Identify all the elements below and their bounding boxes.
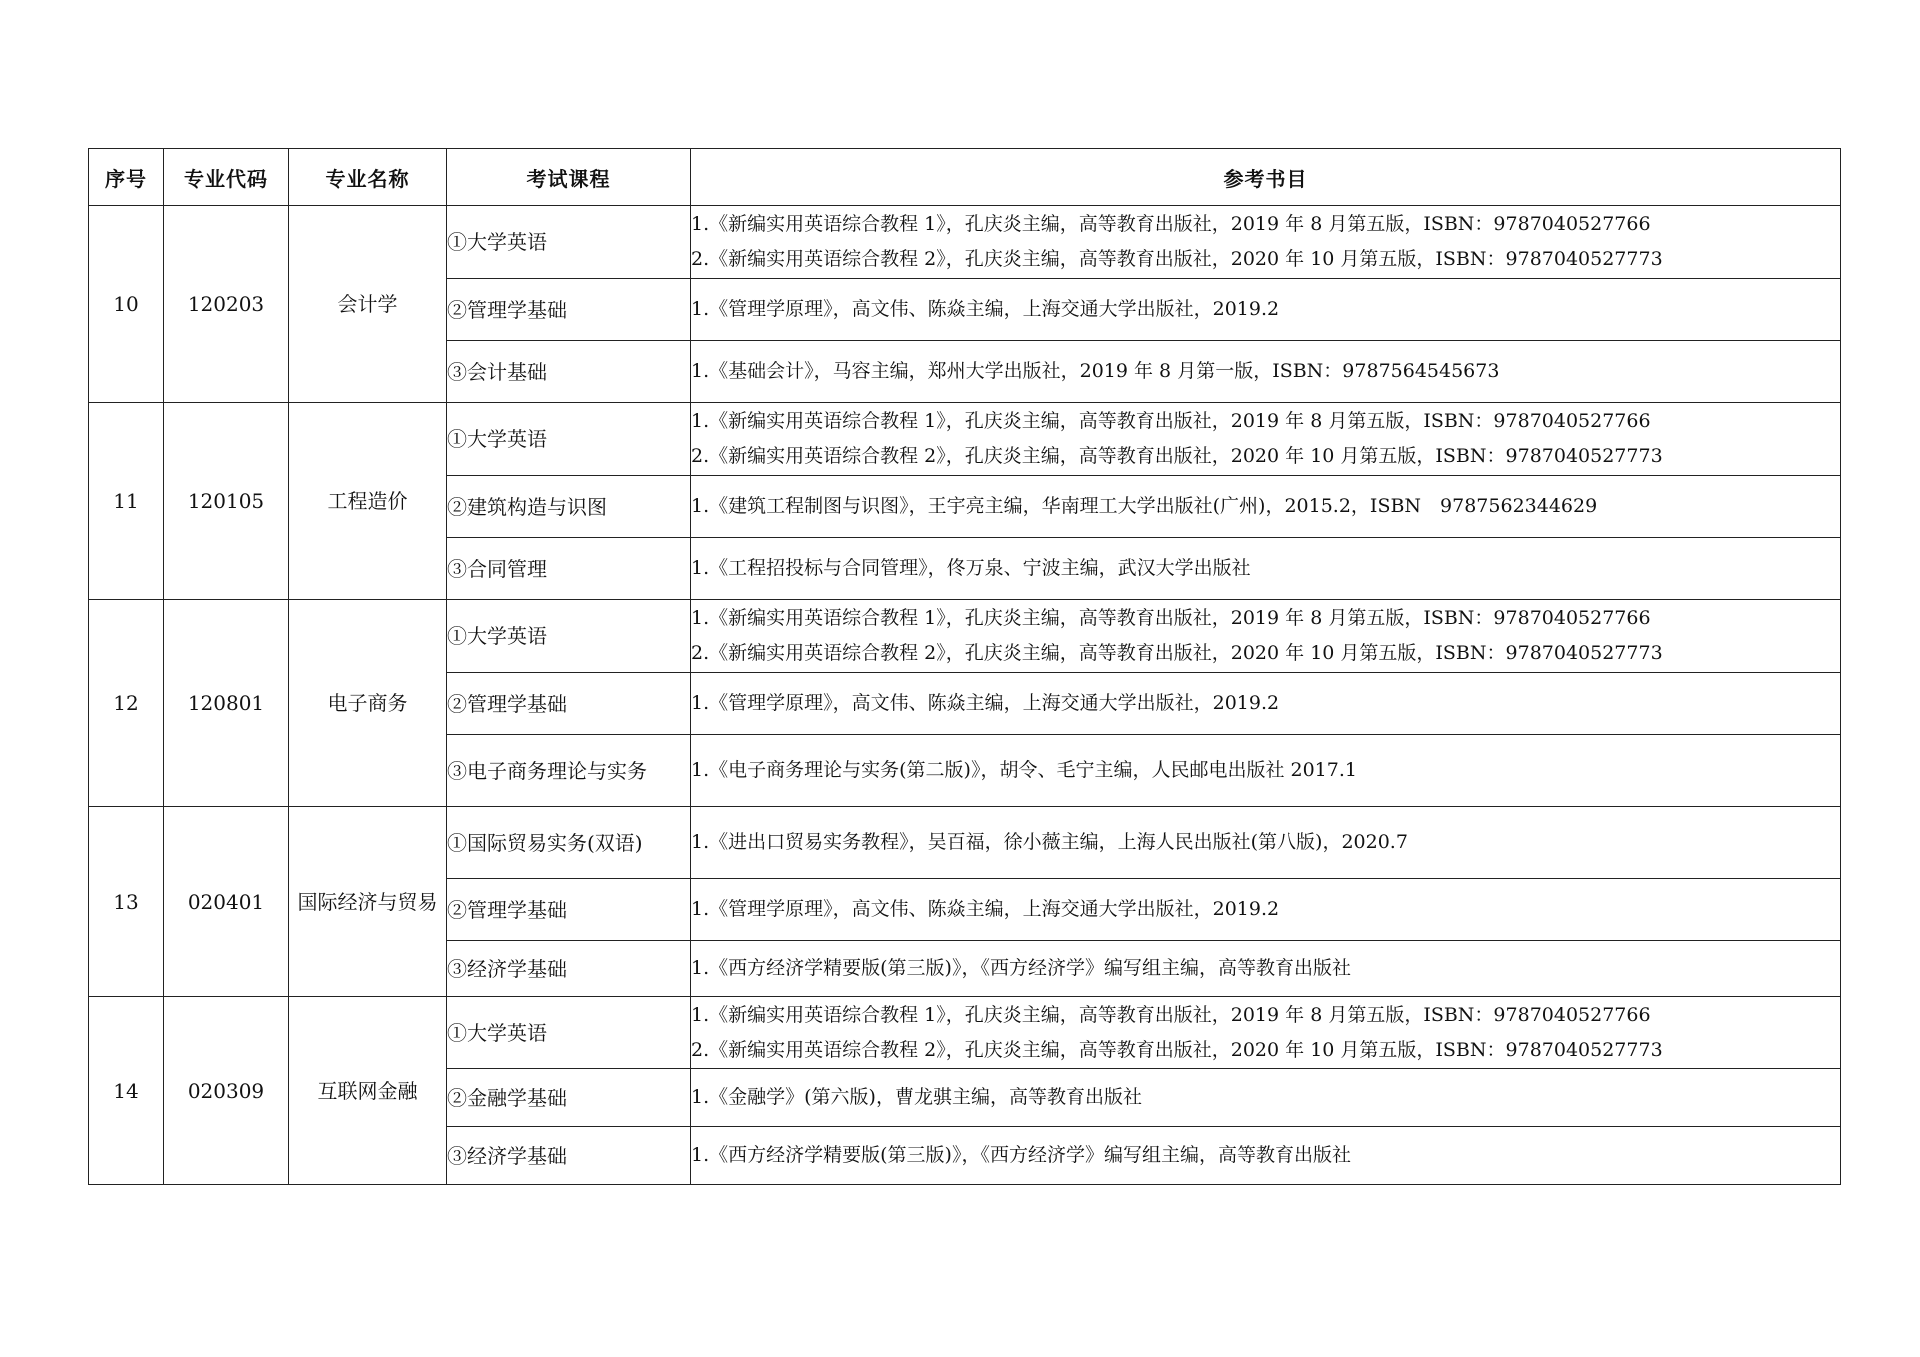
book-entry: 1.《新编实用英语综合教程 1》，孔庆炎主编，高等教育出版社，2019 年 8 月第五版，ISBN：9787040527766 xyxy=(691,607,1651,629)
book-entry: 1.《金融学》(第六版)，曹龙骐主编，高等教育出版社 xyxy=(691,1086,1142,1108)
reference-books-cell xyxy=(691,206,1841,279)
exam-course-cell: ②管理学基础 xyxy=(447,673,691,735)
book-entry: 2.《新编实用英语综合教程 2》，孔庆炎主编，高等教育出版社，2020 年 10 月第五版，ISBN：9787040527773 xyxy=(691,445,1663,467)
book-entry: 1.《管理学原理》，高文伟、陈焱主编，上海交通大学出版社，2019.2 xyxy=(691,898,1280,920)
book-entry: 1.《西方经济学精要版(第三版)》，《西方经济学》编写组主编，高等教育出版社 xyxy=(691,1144,1351,1166)
book-entry: 1.《管理学原理》，高文伟、陈焱主编，上海交通大学出版社，2019.2 xyxy=(691,298,1280,320)
reference-books-cell xyxy=(691,476,1841,538)
header-major-name: 专业名称 xyxy=(289,149,447,206)
book-entry: 1.《电子商务理论与实务(第二版)》，胡令、毛宁主编，人民邮电出版社 2017.1 xyxy=(691,759,1357,781)
table-row xyxy=(89,997,1841,1069)
header-major-code: 专业代码 xyxy=(164,149,289,206)
exam-course-cell: ③经济学基础 xyxy=(447,1127,691,1185)
reference-books-cell xyxy=(691,1069,1841,1127)
reference-books-cell xyxy=(691,538,1841,600)
major-code-cell: 020401 xyxy=(164,807,289,997)
table-row xyxy=(89,206,1841,279)
exam-course-cell: ②管理学基础 xyxy=(447,279,691,341)
exam-course-cell: ③电子商务理论与实务 xyxy=(447,735,691,807)
reference-books-cell xyxy=(691,341,1841,403)
book-entry: 1.《新编实用英语综合教程 1》，孔庆炎主编，高等教育出版社，2019 年 8 月第五版，ISBN：9787040527766 xyxy=(691,410,1651,432)
major-name-cell: 工程造价 xyxy=(289,403,447,600)
major-name-cell: 互联网金融 xyxy=(289,997,447,1185)
reference-books-cell xyxy=(691,735,1841,807)
book-entry: 2.《新编实用英语综合教程 2》，孔庆炎主编，高等教育出版社，2020 年 10 月第五版，ISBN：9787040527773 xyxy=(691,1038,1663,1061)
reference-books-cell xyxy=(691,600,1841,673)
seq-cell: 12 xyxy=(89,600,164,807)
reference-books-cell xyxy=(691,403,1841,476)
reference-books-cell xyxy=(691,941,1841,997)
header-exam-course: 考试课程 xyxy=(447,149,691,206)
book-entry: 1.《进出口贸易实务教程》，吴百福，徐小薇主编，上海人民出版社(第八版)，2020.7 xyxy=(691,831,1408,853)
book-entry: 1.《西方经济学精要版(第三版)》，《西方经济学》编写组主编，高等教育出版社 xyxy=(691,957,1351,979)
book-entry: 1.《建筑工程制图与识图》，王宇亮主编，华南理工大学出版社(广州)，2015.2，ISBN 9787562344629 xyxy=(691,495,1598,517)
reference-books-cell xyxy=(691,807,1841,879)
exam-course-cell: ①国际贸易实务(双语) xyxy=(447,807,691,879)
table-row xyxy=(89,600,1841,673)
book-entry: 1.《管理学原理》，高文伟、陈焱主编，上海交通大学出版社，2019.2 xyxy=(691,692,1280,714)
exam-course-cell: ①大学英语 xyxy=(447,206,691,279)
exam-course-cell: ②金融学基础 xyxy=(447,1069,691,1127)
exam-course-cell: ①大学英语 xyxy=(447,403,691,476)
table-header-row xyxy=(89,149,1841,206)
seq-cell: 10 xyxy=(89,206,164,403)
major-name-cell: 会计学 xyxy=(289,206,447,403)
header-reference-books: 参考书目 xyxy=(691,149,1841,206)
reference-books-cell xyxy=(691,1127,1841,1185)
reference-books-table xyxy=(88,148,1841,1185)
book-entry: 2.《新编实用英语综合教程 2》，孔庆炎主编，高等教育出版社，2020 年 10 月第五版，ISBN：9787040527773 xyxy=(691,248,1663,270)
exam-course-cell: ②建筑构造与识图 xyxy=(447,476,691,538)
exam-course-cell: ③合同管理 xyxy=(447,538,691,600)
exam-course-cell: ①大学英语 xyxy=(447,997,691,1069)
major-code-cell: 020309 xyxy=(164,997,289,1185)
major-name-cell: 国际经济与贸易 xyxy=(289,807,447,997)
reference-books-cell xyxy=(691,997,1841,1069)
exam-course-cell: ①大学英语 xyxy=(447,600,691,673)
seq-cell: 13 xyxy=(89,807,164,997)
exam-course-cell: ②管理学基础 xyxy=(447,879,691,941)
exam-course-cell: ③会计基础 xyxy=(447,341,691,403)
book-entry: 1.《工程招投标与合同管理》，佟万泉、宁波主编，武汉大学出版社 xyxy=(691,557,1251,579)
reference-books-cell xyxy=(691,279,1841,341)
table-body xyxy=(89,206,1841,1185)
book-entry: 1.《基础会计》，马容主编，郑州大学出版社，2019 年 8 月第一版，ISBN：9787564545673 xyxy=(691,360,1500,382)
major-code-cell: 120203 xyxy=(164,206,289,403)
major-code-cell: 120801 xyxy=(164,600,289,807)
table-row xyxy=(89,403,1841,476)
exam-course-cell: ③经济学基础 xyxy=(447,941,691,997)
book-entry: 2.《新编实用英语综合教程 2》，孔庆炎主编，高等教育出版社，2020 年 10 月第五版，ISBN：9787040527773 xyxy=(691,642,1663,664)
major-code-cell: 120105 xyxy=(164,403,289,600)
table-row xyxy=(89,807,1841,879)
book-entry: 1.《新编实用英语综合教程 1》，孔庆炎主编，高等教育出版社，2019 年 8 月第五版，ISBN：9787040527766 xyxy=(691,213,1651,235)
book-entry: 1.《新编实用英语综合教程 1》，孔庆炎主编，高等教育出版社，2019 年 8 月第五版，ISBN：9787040527766 xyxy=(691,1003,1651,1026)
seq-cell: 14 xyxy=(89,997,164,1185)
major-name-cell: 电子商务 xyxy=(289,600,447,807)
header-seq: 序号 xyxy=(89,149,164,206)
reference-books-cell xyxy=(691,879,1841,941)
seq-cell: 11 xyxy=(89,403,164,600)
reference-books-cell xyxy=(691,673,1841,735)
